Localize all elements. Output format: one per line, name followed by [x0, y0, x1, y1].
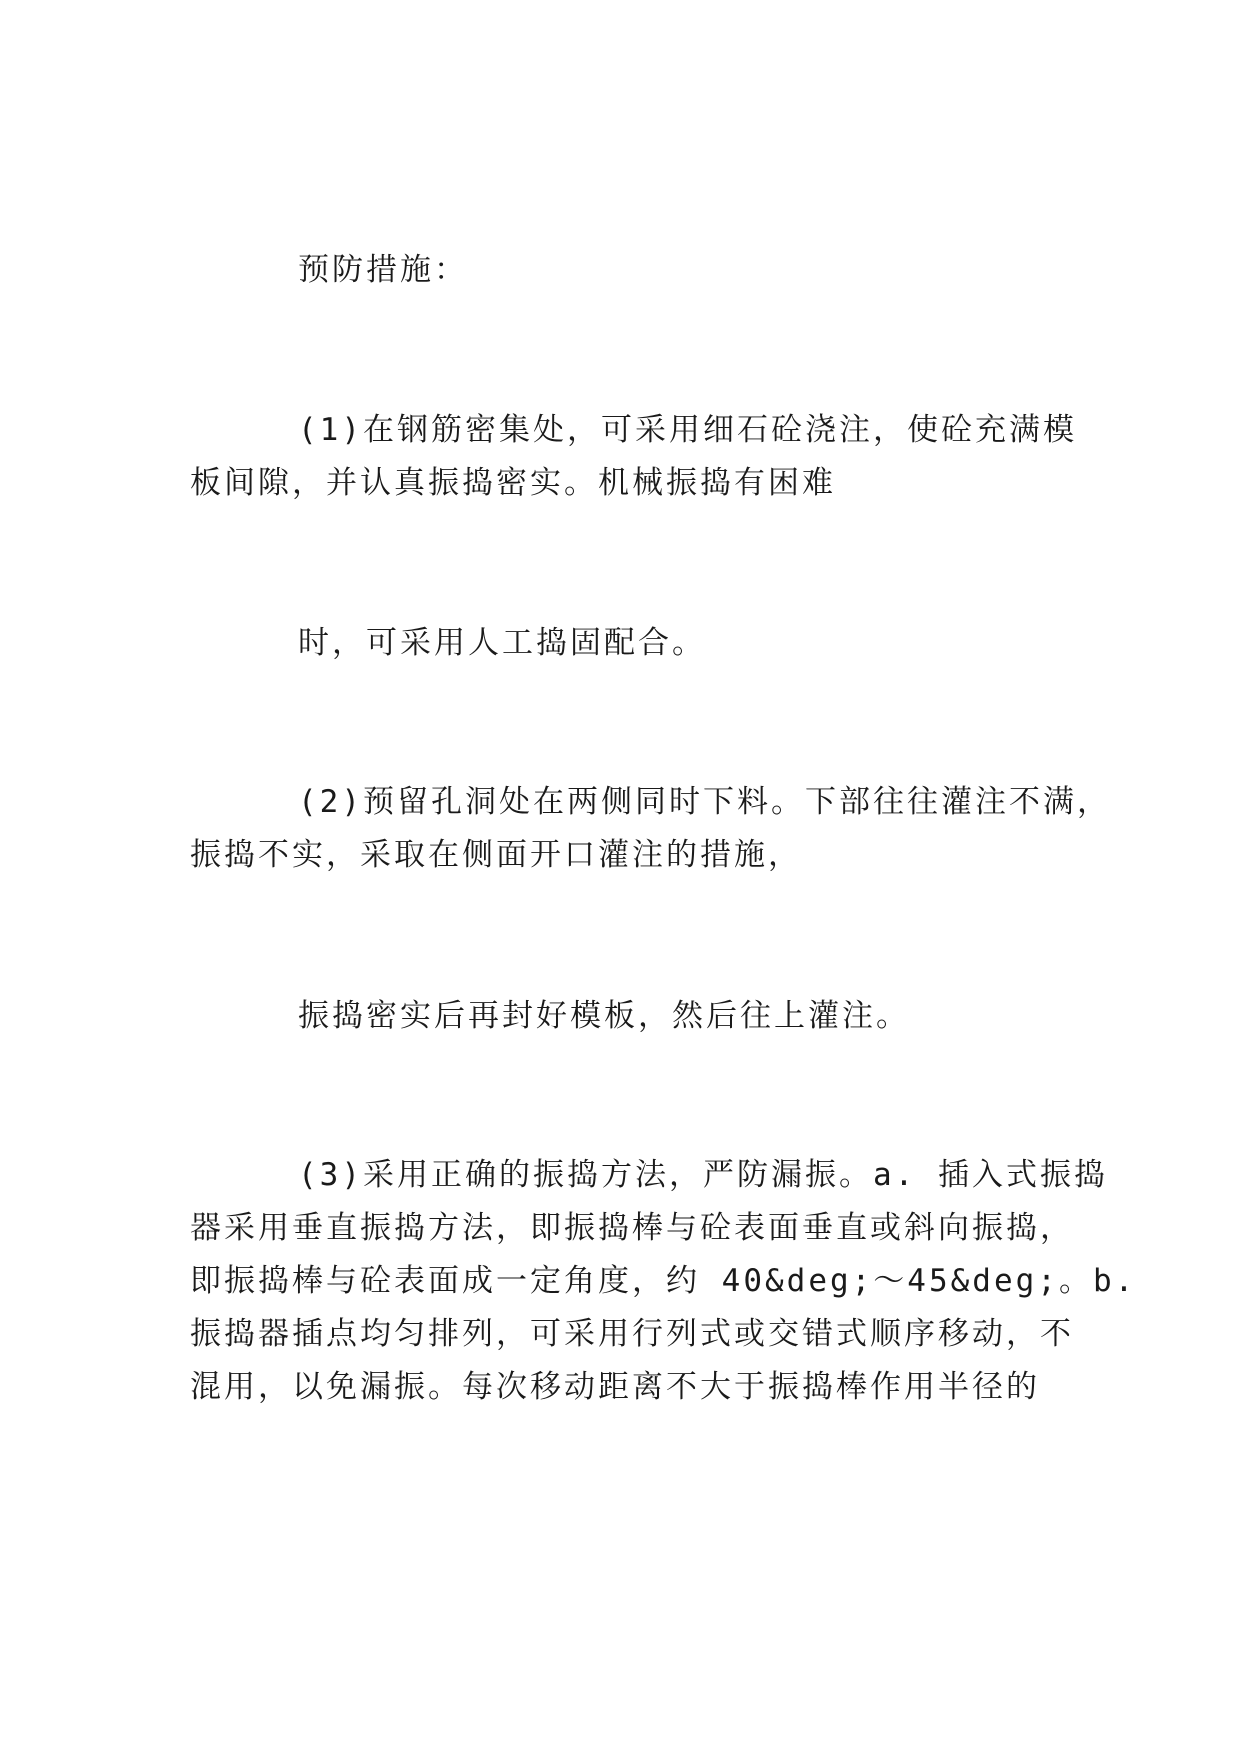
item-2-continued-text: 振捣密实后再封好模板，然后往上灌注。 [298, 998, 910, 1034]
measure-item-2-continued [190, 990, 1050, 1043]
item-1-continued-text: 时，可采用人工捣固配合。 [298, 625, 706, 661]
item-1-line-2: 板间隙，并认真振捣密实。机械振捣有困难 [190, 465, 836, 501]
measure-item-1-continued [190, 617, 1050, 670]
measure-item-3 [190, 1149, 1137, 1414]
item-2-line-1: (2)预留孔洞处在两侧同时下料。下部往往灌注不满， [298, 784, 1111, 820]
item-3-line-3: 即振捣棒与砼表面成一定角度，约 40&deg;～45&deg;。b. [190, 1263, 1137, 1299]
item-1-line-1: (1)在钢筋密集处，可采用细石砼浇注，使砼充满模 [298, 412, 1077, 448]
heading-text: 预防措施： [298, 252, 468, 288]
item-3-line-1: (3)采用正确的振捣方法，严防漏振。a. 插入式振捣 [298, 1157, 1108, 1193]
item-3-line-5: 混用，以免漏振。每次移动距离不大于振捣棒作用半径的 [190, 1369, 1040, 1405]
item-3-line-2: 器采用垂直振捣方法，即振捣棒与砼表面垂直或斜向振捣， [190, 1210, 1074, 1246]
item-3-line-4: 振捣器插点均匀排列，可采用行列式或交错式顺序移动，不 [190, 1316, 1074, 1352]
measure-item-1 [190, 404, 1077, 510]
item-2-line-2: 振捣不实，采取在侧面开口灌注的措施， [190, 837, 802, 873]
section-heading [190, 244, 1050, 297]
measure-item-2 [190, 776, 1111, 882]
